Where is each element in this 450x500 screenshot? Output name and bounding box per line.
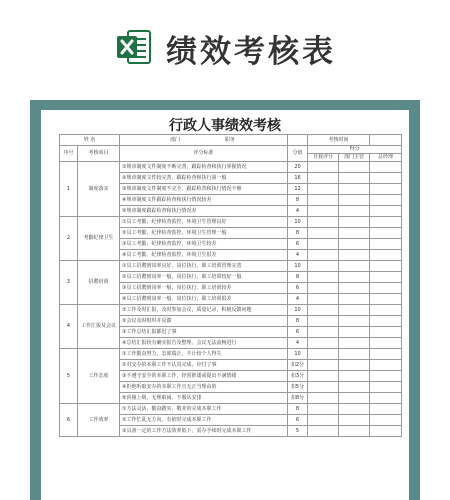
dept-score-cell[interactable]: [339, 305, 370, 316]
criteria-text: ③不遵守安全的本职工作，经常推诿或提出不满情绪: [120, 371, 288, 382]
col-grade: 得分: [308, 146, 402, 154]
self-score-cell[interactable]: [308, 184, 339, 195]
self-score-cell[interactable]: [308, 305, 339, 316]
dept-score-cell[interactable]: [339, 404, 370, 415]
info-row: [60, 135, 402, 146]
col-standard: 评分标准: [120, 146, 288, 162]
section-seq: 6: [60, 404, 78, 437]
info-blank: [288, 135, 308, 146]
self-score-cell[interactable]: [308, 404, 339, 415]
dept-position-cell: [120, 135, 288, 146]
criteria-text: ④员工招聘到岗率一般，岗位执行、职工培训很差: [120, 294, 288, 305]
self-score-cell[interactable]: [308, 228, 339, 239]
dept-score-cell[interactable]: [339, 272, 370, 283]
criteria-score: 8: [288, 316, 308, 327]
table-row: [60, 305, 402, 316]
gm-score-cell[interactable]: [370, 371, 402, 382]
dept-score-cell[interactable]: [339, 228, 370, 239]
criteria-text: ②规章制度文件较完善，跟踪检查和执行第一般: [120, 173, 288, 184]
section-seq: 2: [60, 217, 78, 261]
dept-score-cell[interactable]: [339, 250, 370, 261]
criteria-text: ③员工招聘到岗率一般，岗位执行、职工培训较差: [120, 283, 288, 294]
dept-score-cell[interactable]: [339, 261, 370, 272]
dept-label: 部门: [170, 136, 181, 143]
dept-score-cell[interactable]: [339, 327, 370, 338]
self-score-cell[interactable]: [308, 371, 339, 382]
section-name: 招聘培训: [78, 261, 120, 305]
criteria-score: 8: [288, 272, 308, 283]
self-score-cell[interactable]: [308, 162, 339, 173]
gm-score-cell[interactable]: [370, 206, 402, 217]
gm-score-cell[interactable]: [370, 283, 402, 294]
col-seq: 序号: [60, 146, 78, 162]
gm-score-cell[interactable]: [370, 316, 402, 327]
section-seq: 1: [60, 162, 78, 217]
self-score-cell[interactable]: [308, 393, 339, 404]
sheet-preview: [41, 110, 409, 500]
criteria-text: ①工作及时汇报，及时参加会议，质量记录，积极反馈问题: [120, 305, 288, 316]
sheet-title: 行政人事绩效考核: [169, 118, 281, 134]
period-label: 考核时间: [308, 135, 370, 146]
gm-score-cell[interactable]: [370, 217, 402, 228]
criteria-text: ⑤顶撞上级、无理取闹、不服从安排: [120, 393, 288, 404]
gm-score-cell[interactable]: [370, 250, 402, 261]
position-label: 职务: [225, 136, 236, 143]
table-row: [60, 217, 402, 228]
criteria-score: 6: [288, 415, 308, 426]
gm-score-cell[interactable]: [370, 415, 402, 426]
self-score-cell[interactable]: [308, 360, 339, 371]
criteria-text: ③员工考勤、纪律检查监控、环境卫生较差: [120, 239, 288, 250]
criteria-score: 8: [288, 195, 308, 206]
criteria-score: 6: [288, 283, 308, 294]
criteria-score: 12: [288, 184, 308, 195]
self-score-cell[interactable]: [308, 426, 339, 437]
excel-icon: [116, 28, 152, 66]
name-label: 姓 名: [60, 135, 120, 146]
criteria-text: ②会议及时组织并反馈: [120, 316, 288, 327]
section-name: 工作汇报及会议: [78, 305, 120, 349]
self-score-cell[interactable]: [308, 217, 339, 228]
dept-score-cell[interactable]: [339, 184, 370, 195]
section-name: 工作态度: [78, 349, 120, 404]
self-score-cell[interactable]: [308, 316, 339, 327]
criteria-score: 扣5分: [288, 382, 308, 393]
criteria-text: ①员工招聘到岗率良好，岗位执行、职工培训管理完善: [120, 261, 288, 272]
gm-score-cell[interactable]: [370, 228, 402, 239]
gm-score-cell[interactable]: [370, 173, 402, 184]
gm-score-cell[interactable]: [370, 338, 402, 349]
col-score: 分值: [288, 146, 308, 162]
col-dept: 部门主管: [339, 154, 370, 162]
section-name: 制度落实: [78, 162, 120, 217]
dept-score-cell[interactable]: [339, 294, 370, 305]
header-row-1: [60, 146, 402, 154]
dept-score-cell[interactable]: [339, 206, 370, 217]
evaluation-table: [59, 134, 402, 437]
self-score-cell[interactable]: [308, 294, 339, 305]
self-score-cell[interactable]: [308, 173, 339, 184]
gm-score-cell[interactable]: [370, 195, 402, 206]
section-name: 工作效率: [78, 404, 120, 437]
section-seq: 5: [60, 349, 78, 404]
criteria-score: 扣2分: [288, 360, 308, 371]
criteria-score: 5: [288, 426, 308, 437]
table-row: [60, 261, 402, 272]
criteria-text: ④拒绝听取安办的本职工作且无正当理由的: [120, 382, 288, 393]
criteria-score: 扣3分: [288, 371, 308, 382]
section-seq: 3: [60, 261, 78, 305]
gm-score-cell[interactable]: [370, 360, 402, 371]
gm-score-cell[interactable]: [370, 393, 402, 404]
criteria-text: ④规章制度文件跟踪检查和执行情况较差: [120, 195, 288, 206]
criteria-score: 扣8分: [288, 393, 308, 404]
criteria-score: 4: [288, 294, 308, 305]
dept-score-cell[interactable]: [339, 173, 370, 184]
gm-score-cell[interactable]: [370, 426, 402, 437]
criteria-text: ③具备一定的工作方法效率低下，需办手续时完成本职工作: [120, 426, 288, 437]
dept-score-cell[interactable]: [339, 338, 370, 349]
gm-score-cell[interactable]: [370, 305, 402, 316]
criteria-score: 16: [288, 173, 308, 184]
criteria-text: ①员工考勤、纪律检查监控、环境卫生管理良好: [120, 217, 288, 228]
gm-score-cell[interactable]: [370, 162, 402, 173]
dept-score-cell[interactable]: [339, 382, 370, 393]
criteria-score: 20: [288, 162, 308, 173]
criteria-score: 10: [288, 261, 308, 272]
self-score-cell[interactable]: [308, 239, 339, 250]
self-score-cell[interactable]: [308, 206, 339, 217]
self-score-cell[interactable]: [308, 195, 339, 206]
dept-score-cell[interactable]: [339, 415, 370, 426]
criteria-text: ②工作忙乱无方向，有依时完成本职工作: [120, 415, 288, 426]
criteria-text: ③工作总结汇报都迟了事: [120, 327, 288, 338]
criteria-score: 10: [288, 305, 308, 316]
gm-score-cell[interactable]: [370, 349, 402, 360]
criteria-score: 4: [288, 338, 308, 349]
self-score-cell[interactable]: [308, 349, 339, 360]
dept-score-cell[interactable]: [339, 162, 370, 173]
criteria-score: 8: [288, 404, 308, 415]
self-score-cell[interactable]: [308, 250, 339, 261]
dept-score-cell[interactable]: [339, 217, 370, 228]
criteria-score: 10: [288, 217, 308, 228]
criteria-score: 6: [288, 327, 308, 338]
self-score-cell[interactable]: [308, 338, 339, 349]
dept-score-cell[interactable]: [339, 239, 370, 250]
gm-score-cell[interactable]: [370, 327, 402, 338]
self-score-cell[interactable]: [308, 283, 339, 294]
dept-score-cell[interactable]: [339, 393, 370, 404]
dept-score-cell[interactable]: [339, 195, 370, 206]
header: [0, 0, 450, 90]
gm-score-cell[interactable]: [370, 272, 402, 283]
col-self: 自我评分: [308, 154, 339, 162]
table-row: [60, 162, 402, 173]
period-value[interactable]: [370, 135, 402, 146]
criteria-text: ②员工招聘到岗率一般，岗位执行、职工培训较好一般: [120, 272, 288, 283]
criteria-text: ②员工考勤、纪律检查监控、环境卫生管理一般: [120, 228, 288, 239]
dept-score-cell[interactable]: [339, 426, 370, 437]
self-score-cell[interactable]: [308, 261, 339, 272]
criteria-score: 8: [288, 228, 308, 239]
self-score-cell[interactable]: [308, 327, 339, 338]
table-row: [60, 349, 402, 360]
gm-score-cell[interactable]: [370, 382, 402, 393]
gm-score-cell[interactable]: [370, 184, 402, 195]
gm-score-cell[interactable]: [370, 261, 402, 272]
criteria-score: 10: [288, 349, 308, 360]
table-row: [60, 404, 402, 415]
section-name: 考勤纪律卫生: [78, 217, 120, 261]
gm-score-cell[interactable]: [370, 239, 402, 250]
criteria-text: ①工作勤奋努力，态度端正，不计较个人得失: [120, 349, 288, 360]
criteria-score: 4: [288, 206, 308, 217]
criteria-text: ④员工考勤、纪律检查监控、环境卫生很差: [120, 250, 288, 261]
col-gm: 总经理: [370, 154, 402, 162]
page-title: 绩效考核表: [166, 34, 336, 70]
dept-score-cell[interactable]: [339, 283, 370, 294]
gm-score-cell[interactable]: [370, 294, 402, 305]
criteria-text: ②对交办的本职工作不认真完成，应付了事: [120, 360, 288, 371]
criteria-score: 6: [288, 239, 308, 250]
self-score-cell[interactable]: [308, 415, 339, 426]
criteria-text: ①方法灵活、勤奋踏实、敬业的完成本职工作: [120, 404, 288, 415]
col-item: 考核项目: [78, 146, 120, 162]
dept-score-cell[interactable]: [339, 349, 370, 360]
dept-score-cell[interactable]: [339, 316, 370, 327]
gm-score-cell[interactable]: [370, 404, 402, 415]
criteria-score: 4: [288, 250, 308, 261]
criteria-text: ⑤规章制度跟踪检查和执行情况差: [120, 206, 288, 217]
criteria-text: ③规章制度文件制度不完全，跟踪检查和执行情况不够: [120, 184, 288, 195]
self-score-cell[interactable]: [308, 272, 339, 283]
dept-score-cell[interactable]: [339, 360, 370, 371]
criteria-text: ④总结汇报较有确实报告及整理，会议无法流畅进行: [120, 338, 288, 349]
criteria-text: ①规章制度文件制度不断完善，跟踪检查和执行掌握情况: [120, 162, 288, 173]
section-seq: 4: [60, 305, 78, 349]
self-score-cell[interactable]: [308, 382, 339, 393]
dept-score-cell[interactable]: [339, 371, 370, 382]
